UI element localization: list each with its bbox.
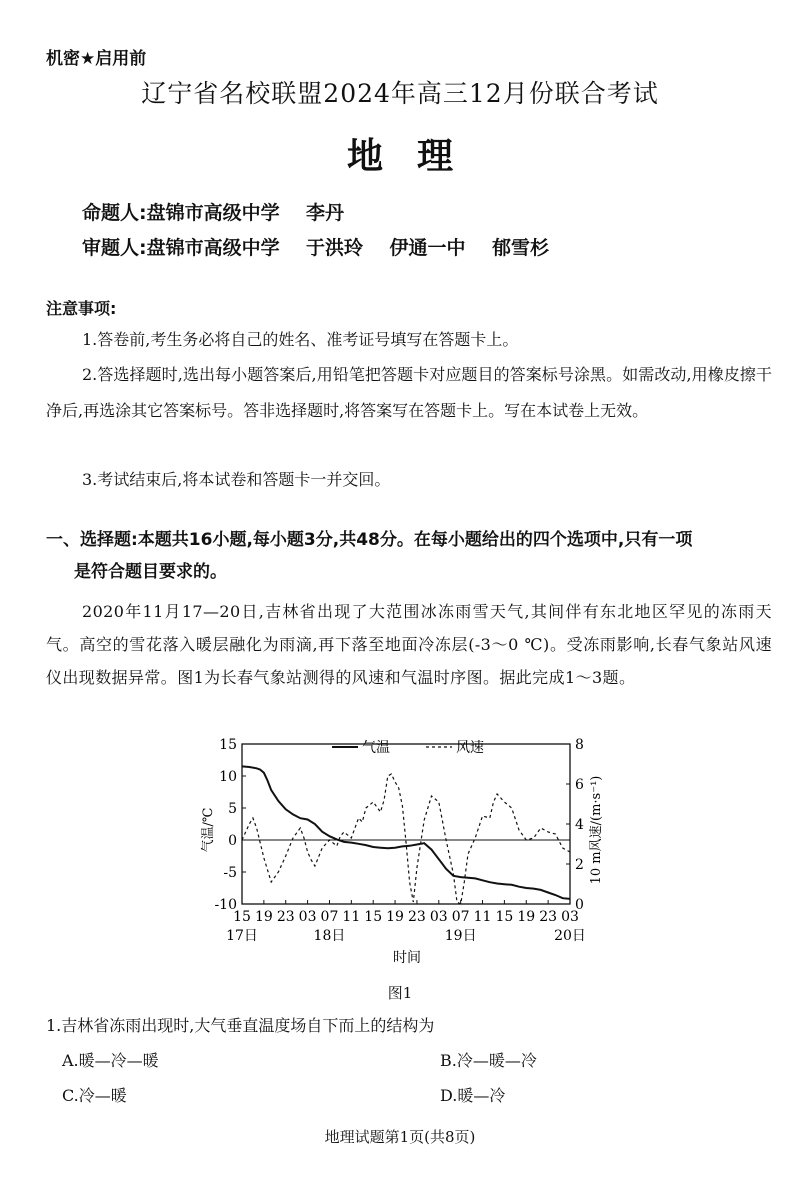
section-heading	[46, 524, 772, 588]
right-tick-label: 4	[575, 817, 584, 833]
x-tick-label: 11	[473, 909, 492, 925]
left-tick-label: 10	[219, 769, 237, 785]
day-label: 17日	[226, 928, 258, 944]
left-axis-label: 气温/℃	[201, 807, 216, 853]
left-tick-label: -5	[223, 865, 237, 881]
plot-frame	[242, 744, 570, 904]
temperature-line	[242, 766, 570, 899]
left-tick-label: 0	[228, 833, 237, 849]
right-tick-label: 8	[575, 737, 584, 753]
exam-title: 辽宁省名校联盟2024年高三12月份联合考试	[141, 79, 659, 108]
notice-item-1: 1.答卷前,考生务必将自己的姓名、准考证号填写在答题卡上。	[82, 330, 519, 349]
author-line: 命题人:盘锦市高级中学 李丹	[82, 202, 345, 224]
material-paragraph: 2020年11月17—20日,吉林省出现了大范围冰冻雨雪天气,其间伴有东北地区罕见的冻雨天气。高空的雪花落入暖层融化为雨滴,再下落至地面冷冻层(-3～0 ℃)。受冻雨影响,长春气象站风速仪出现数据异常。图1为长春气象站测得的风速和气温时序图。据此完成1～3题。	[46, 602, 772, 687]
page-footer: 地理试题第1页(共8页)	[324, 1128, 476, 1146]
question-1-stem: 1.吉林省冻雨出现时,大气垂直温度场自下而上的结构为	[46, 1016, 435, 1035]
day-label: 20日	[554, 928, 586, 944]
option-b: B.冷—暖—冷	[440, 1051, 537, 1070]
option-d: D.暖—冷	[440, 1086, 506, 1105]
notice-item-3: 3.考试结束后,将本试卷和答题卡一并交回。	[82, 470, 391, 489]
option-c: C.冷—暖	[62, 1086, 127, 1105]
section-heading-line1: 一、选择题:本题共16小题,每小题3分,共48分。在每小题给出的四个选项中,只有一项	[46, 530, 693, 550]
confidential-mark: 机密★启用前	[46, 49, 147, 69]
legend-wind-label: 风速	[456, 740, 484, 756]
wind-speed-line	[242, 774, 570, 904]
legend-temperature-label: 气温	[362, 740, 390, 756]
x-tick-label: 11	[342, 909, 361, 925]
right-tick-label: 2	[575, 857, 584, 873]
left-tick-label: -10	[214, 897, 237, 913]
day-label: 18日	[313, 928, 346, 944]
x-tick-label: 03	[298, 909, 317, 925]
section-heading-line2: 是符合题目要求的。	[74, 562, 227, 582]
option-a: A.暖—冷—暖	[62, 1051, 159, 1070]
x-tick-label: 19	[386, 909, 404, 925]
x-tick-label: 03	[561, 909, 579, 925]
x-tick-label: 15	[495, 909, 514, 925]
right-tick-label: 0	[575, 897, 584, 913]
figure-caption: 图1	[387, 984, 413, 1002]
x-tick-label: 15	[364, 909, 383, 925]
x-tick-label: 07	[320, 909, 339, 925]
x-tick-label: 03	[429, 909, 448, 925]
x-tick-label: 23	[276, 909, 295, 925]
right-tick-label: 6	[575, 777, 584, 793]
right-axis-label: 10 m风速/(m·s⁻¹)	[589, 775, 604, 885]
x-axis-label: 时间	[393, 950, 421, 966]
temperature-wind-chart	[190, 730, 610, 978]
x-tick-label: 19	[517, 909, 536, 925]
x-tick-label: 15	[233, 909, 251, 925]
notice-item-2: 2.答选择题时,选出每小题答案后,用铅笔把答题卡对应题目的答案标号涂黑。如需改动,用橡皮擦干净后,再选涂其它答案标号。答非选择题时,将答案写在答题卡上。写在本试卷上无效。	[46, 365, 772, 420]
x-tick-label: 23	[408, 909, 426, 925]
left-tick-label: 15	[219, 737, 237, 753]
x-tick-label: 19	[254, 909, 273, 925]
day-label: 19日	[444, 928, 477, 944]
left-tick-label: 5	[228, 801, 237, 817]
reviewer-line: 审题人:盘锦市高级中学 于洪玲 伊通一中 郁雪杉	[82, 237, 549, 259]
notice-heading: 注意事项:	[46, 299, 117, 318]
x-tick-label: 23	[539, 909, 558, 925]
subject-title: 地理	[346, 136, 487, 177]
x-tick-label: 07	[451, 909, 470, 925]
